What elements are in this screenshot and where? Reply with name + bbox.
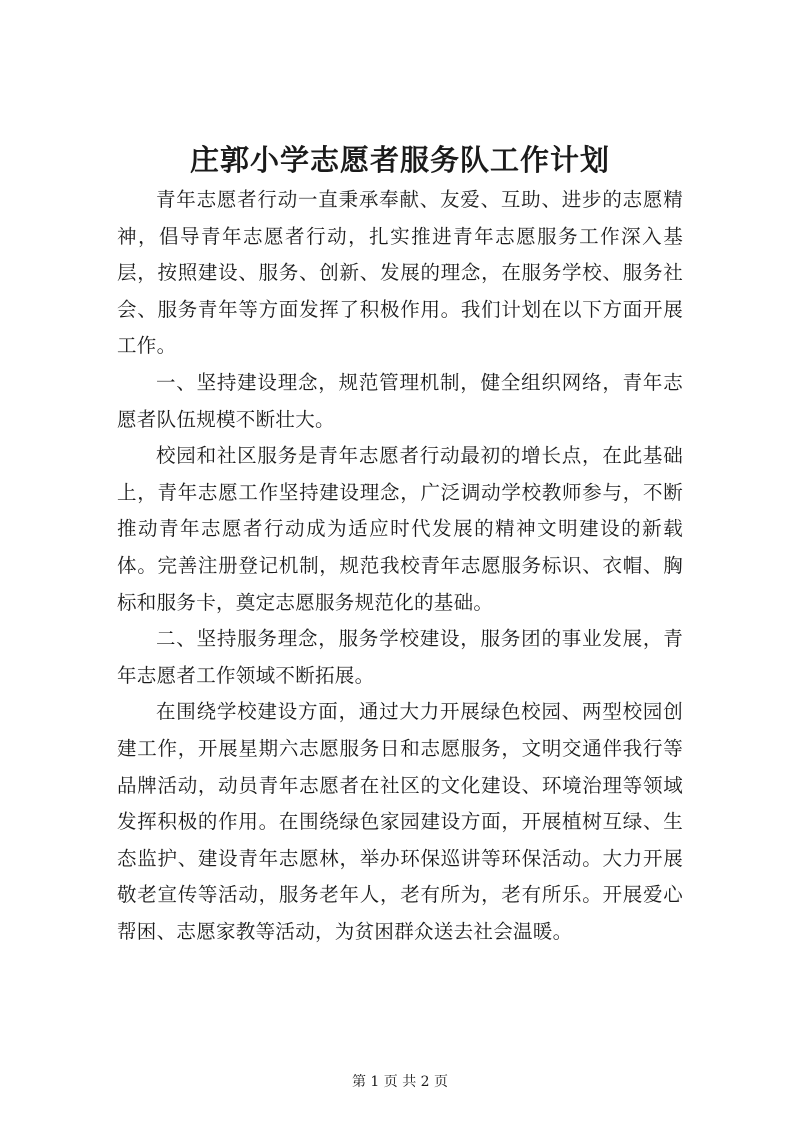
paragraph-campus-community-service: 校园和社区服务是青年志愿者行动最初的增长点，在此基础上，青年志愿工作坚持建设理念，广泛调动学校教师参与，不断推动青年志愿者行动成为适应时代发展的精神文明建设的新载体。完善注册登记机制，规范我校青年志愿服务标识、衣帽、胸标和服务卡，奠定志愿服务规范化的基础。	[117, 444, 683, 614]
paragraph-section-one-heading: 一、坚持建设理念，规范管理机制，健全组织网络，青年志愿者队伍规模不断壮大。	[117, 370, 683, 431]
document-title: 庄郭小学志愿者服务队工作计划	[189, 143, 610, 177]
page-number-footer: 第 1 页 共 2 页	[351, 1074, 449, 1090]
paragraph-section-two-heading: 二、坚持服务理念，服务学校建设，服务团的事业发展，青年志愿者工作领域不断拓展。	[117, 627, 683, 687]
paragraph-school-construction: 在围绕学校建设方面，通过大力开展绿色校园、两型校园创建工作，开展星期六志愿服务日和志愿服务，文明交通伴我行等品牌活动，动员青年志愿者在社区的文化建设、环境治理等领域发挥积极的作用。在围绕绿色家园建设方面，开展植树互绿、生态监护、建设青年志愿林，举办环保巡讲等环保活动。大力开展敬老宣传等活动，服务老年人，老有所为，老有所乐。开展爱心帮困、志愿家教等活动，为贫困群众送去社会温暖。	[117, 700, 683, 943]
paragraph-intro: 青年志愿者行动一直秉承奉献、友爱、互助、进步的志愿精神，倡导青年志愿者行动，扎实推进青年志愿服务工作深入基层，按照建设、服务、创新、发展的理念，在服务学校、服务社会、服务青年等方面发挥了积极作用。我们计划在以下方面开展工作。	[117, 188, 683, 358]
document-body	[117, 182, 683, 950]
